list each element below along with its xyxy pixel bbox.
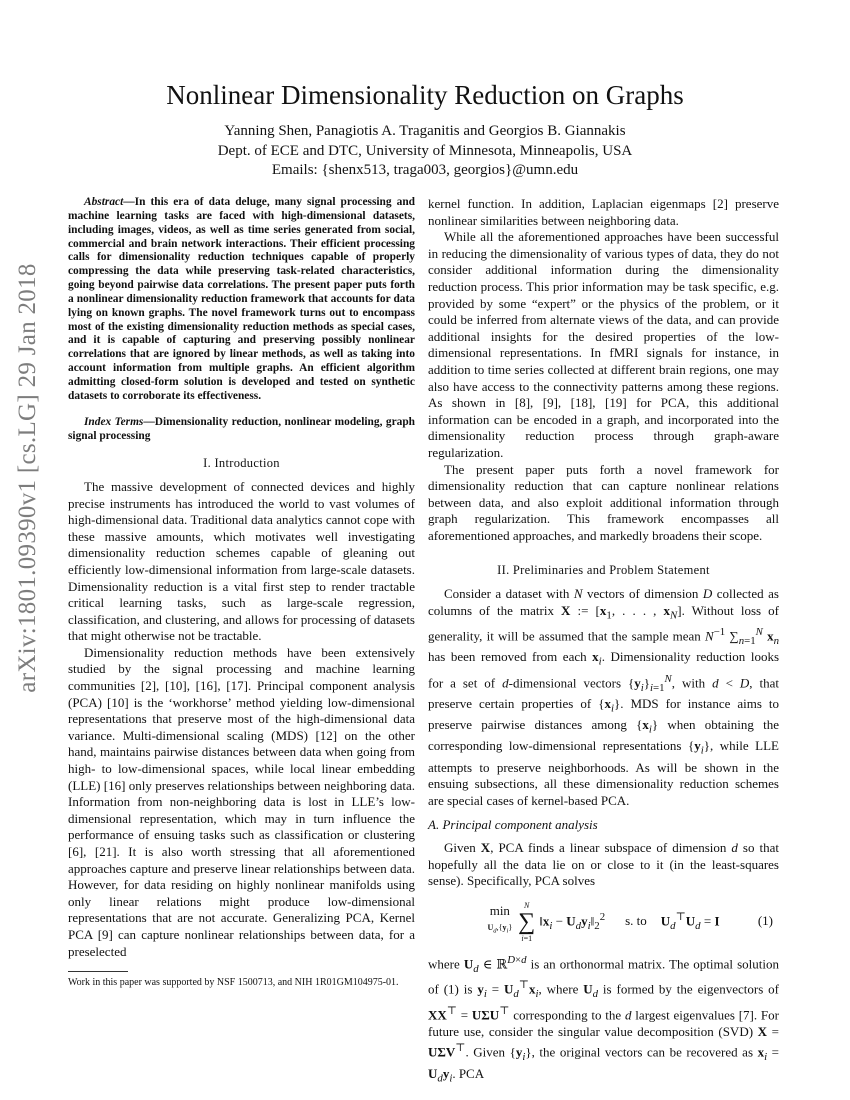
pca-paragraph: Given X, PCA finds a linear subspace of dimension d so that hopefully all the data lie on or close to it (in the least-squares sense). Specifically, PCA solves <box>428 840 780 889</box>
prelim-paragraph-1: Consider a dataset with N vectors of dimension D collected as columns of the matrix X := [$x_1$, . . . , $x_N$]. Without loss of generality, it will be assumed that the sample mean $N^{-1}$ $\sum_{n=1}^N$ $x_n$ has been removed from each $x_i$. Dimensionality reduction looks for a set of d-dimensional vectors $\{y_i\}_{i=1}^N$, with d < D, that preserve certain properties of $\{x_i\}$. MDS for instance aims to preserve pairwise distances among $\{x_i\}$ when obtaining the corresponding low-dimensional representations $\{y_i\}$, while LLE attempts to preserve neighborhoods. As will be shown in the ensuing subsections, all these dimensionality reduction schemes are special cases of kernel-based PCA. <box>428 586 780 808</box>
index-terms-text: —Dimensionality reduction, nonlinear modeling, graph signal processing <box>68 415 415 442</box>
intro-paragraph-2: Dimensionality reduction methods have been extensively studied by the signal processing and machine learning communities [2], [10], [16], [17]. Principal component analysis (PCA) [10] is the ‘workhorse’ method yielding low-dimensional representations that preserve most of the high-dimensional data variance. Multi-dimensional scaling (MDS) [12] on the other hand, maintains pairwise distances between data when going from high- to low-dimensional spaces, while local linear embedding (LLE) [16] only preserves relationships between neighboring data. Information from non-neighboring data is lost in LLE’s low-dimensional representation, which may in turn influence the performance of ensuing tasks such as classification or clustering [6], [21]. It is also worth stressing that all aforementioned approaches capture and preserve linear relationships between data. However, for data residing on highly nonlinear manifolds using only linear relations might produce low-dimensional representations that are not accurate. Generalizing PCA, Kernel PCA [9] can capture nonlinear relationships between data, for a preselected <box>68 644 415 959</box>
arxiv-watermark: arXiv:1801.09390v1 [cs.LG] 29 Jan 2018 <box>14 263 41 693</box>
left-column <box>68 196 415 960</box>
section-heading-introduction: I. Introduction <box>203 456 280 471</box>
intro-paragraph-1: The massive development of connected devices and highly precise instruments has introduced the world to vast volumes of high-dimensional data. Traditional data analytics cannot cope with these massive amounts, which motivates well investigating dimensionality reduction schemes capable of gleaning out efficiently low-dimensional information from large-scale datasets. Dimensionality reduction is a vital first step to render tractable critical learning tasks, such as large-scale regression, classification, and clustering, and allows for processing of datasets that might otherwise not be tractable. <box>68 478 415 644</box>
index-terms-label: Index Terms <box>84 415 144 428</box>
paper-title: Nonlinear Dimensionality Reduction on Graphs <box>166 80 684 110</box>
author-list: Yanning Shen, Panagiotis A. Traganitis and Georgios B. Giannakis <box>224 123 626 139</box>
intro-paragraph-2-continued: kernel function. In addition, Laplacian eigenmaps [2] preserve nonlinear similarities between neighboring data. <box>428 196 779 228</box>
abstract-text: —In this era of data deluge, many signal processing and machine learning tasks are faced with high-dimensional datasets, including images, videos, as well as time series generated from social, commercial and brain network interactions. Their efficient processing calls for dimensionality reduction techniques capable of properly compressing the data while preserving task-related characteristics, going beyond pairwise data correlations. The present paper puts forth a nonlinear dimensionality reduction framework that accounts for data lying on known graphs. The novel framework turns out to encompass most of the existing dimensionality reduction methods as special cases, and it is capable of capturing and preserving possibly nonlinear correlations that are ignored by linear methods, as well as taking into account information from multiple graphs. An efficient algorithm admitting closed-form solution is developed and tested on synthetic datasets to corroborate its effectiveness. <box>68 196 415 402</box>
footnote: Work in this paper was supported by NSF 1500713, and NIH 1R01GM104975-01. <box>68 977 399 988</box>
intro-paragraph-3: While all the aforementioned approaches have been successful in reducing the dimensionality of various types of data, they do not consider additional information during the dimensionality reduction process. This prior information may be task specific, e.g. provided by some “expert” or the physics of the problem, or it could be inferred from alternate views of the data, and can provide additional insights for the desired properties of the low-dimensional representations. In fMRI signals for instance, in addition to time series collected at different brain regions, one may also have access to the connectivity patterns among these regions. As shown in [8], [9], [18], [19] for PCA, this additional information can be encoded in a graph, and incorporated into the dimensionality reduction process through graph-aware regularization. <box>428 229 779 460</box>
pca-solution-paragraph: where $U_d$ ∈ ℝ$^{D\times d}$ is an orthonormal matrix. The optimal solution of (1) is $y_i = U_d^⊤x_i$, where $U_d$ is formed by the eigenvectors of XX⊤ = UΣU⊤ corresponding to the d largest eigenvalues [7]. For future use, consider the singular value decomposition (SVD) X = UΣV⊤. Given $\{y_i\}$, the original vectors can be recovered as $x_i = U_dy_i$. PCA <box>428 953 779 1085</box>
intro-paragraph-4: The present paper puts forth a novel framework for dimensionality reduction that can capture nonlinear relations between data, and also exploit additional information through graph regularization. This framework encompasses all aforementioned approaches, and markedly broadens their scope. <box>428 461 779 543</box>
index-terms <box>68 416 415 444</box>
section-heading-preliminaries: II. Preliminaries and Problem Statement <box>497 563 710 578</box>
affiliation: Dept. of ECE and DTC, University of Minnesota, Minneapolis, USA <box>217 143 633 159</box>
right-column <box>428 196 779 1087</box>
subsection-heading-pca: A. Principal component analysis <box>428 817 598 833</box>
abstract-label: Abstract <box>84 196 124 208</box>
emails: Emails: {shenx513, traga003, georgios}@umn.edu <box>271 162 579 178</box>
equation-1: min $U_d,\{y_i\}$ N ∑ i=1 $‖x_i$ − $U_dy_i‖_2^2$ s. to $U_d^⊤U_d = I$ (1) <box>487 900 773 943</box>
footnote-rule <box>68 971 128 972</box>
equation-number: (1) <box>757 913 773 929</box>
abstract <box>68 196 415 404</box>
